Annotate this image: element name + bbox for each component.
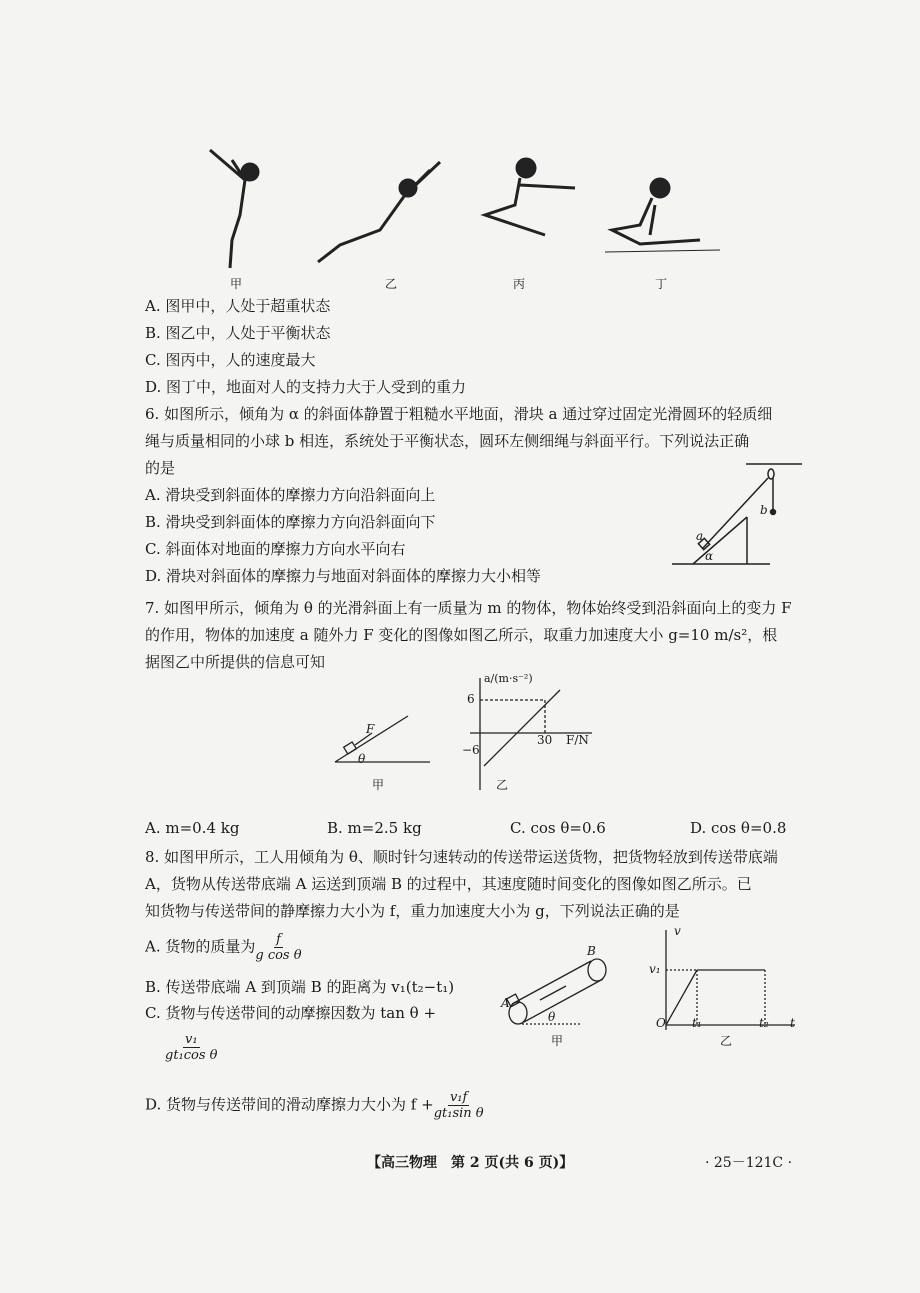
q7-stem-line3: 据图乙中所提供的信息可知 [145,653,326,671]
q7-ylabel: a/(m·s⁻²) [484,672,533,685]
q8-label-B: B [587,944,596,958]
fig5-label-yi: 乙 [385,277,398,291]
q5-option-c: C. 图丙中，人的速度最大 [145,351,316,369]
q7-option-a: A. m=0.4 kg [145,819,240,837]
denominator: gt₁cos θ [165,1048,218,1063]
q7-ytick-neg6: −6 [462,743,480,757]
q8-label-O: O [656,1016,666,1030]
q7-stem-line1: 7. 如图甲所示，倾角为 θ 的光滑斜面上有一质量为 m 的物体，物体始终受到沿斜面向上的变力 F [145,599,792,617]
q7-label-F: F [366,722,375,736]
q7-xtick-30: 30 [537,733,553,747]
q6-stem-line1: 6. 如图所示，倾角为 α 的斜面体静置于粗糙水平地面，滑块 a 通过穿过固定光滑圆环的轻质细 [145,405,773,423]
fig5-label-bing: 丙 [513,277,526,291]
q8-label-yi: 乙 [720,1034,733,1048]
fig5-label-ding: 丁 [655,277,668,291]
q7-stem-line2: 的作用，物体的加速度 a 随外力 F 变化的图像如图乙所示，取重力加速度大小 g=10 m/s²，根 [145,626,778,644]
q7-option-d: D. cos θ=0.8 [690,819,787,837]
q6-option-b: B. 滑块受到斜面体的摩擦力方向沿斜面向下 [145,513,436,531]
q7-label-theta: θ [358,752,366,766]
q8-option-d-text: D. 货物与传送带间的滑动摩擦力大小为 f + [145,1095,434,1114]
q8-label-A: A [501,996,510,1010]
q7-xlabel: F/N [566,733,589,747]
q7-ytick-6: 6 [467,692,475,706]
q5-option-a: A. 图甲中，人处于超重状态 [145,297,331,315]
q6-label-b: b [760,503,768,517]
footer-title: 【高三物理 第 2 页(共 6 页)】 [367,1155,574,1171]
numerator: v₁ [184,1032,198,1047]
q8-option-a-text: A. 货物的质量为 [145,937,256,956]
q6-option-d: D. 滑块对斜面体的摩擦力与地面对斜面体的摩擦力大小相等 [145,567,542,585]
q6-stem-line2: 绳与质量相同的小球 b 相连，系统处于平衡状态，圆环左侧细绳与斜面平行。下列说法正确 [145,432,750,450]
q5-option-b: B. 图乙中，人处于平衡状态 [145,324,331,342]
q8-label-jia: 甲 [551,1034,564,1048]
q6-label-a: a [696,529,704,543]
q7-option-c: C. cos θ=0.6 [510,819,606,837]
q8-stem-line1: 8. 如图甲所示，工人用倾角为 θ、顺时针匀速转动的传送带运送货物，把货物轻放到传送带底端 [145,848,778,866]
q8-label-v1: v₁ [649,962,661,976]
q8-option-c: C. 货物与传送带间的动摩擦因数为 tan θ + [145,1004,437,1022]
q8-stem-line2: A，货物从传送带底端 A 运送到顶端 B 的过程中，其速度随时间变化的图像如图乙所示。已 [145,875,752,893]
q6-option-c: C. 斜面体对地面的摩擦力方向水平向右 [145,540,406,558]
q7-option-b: B. m=2.5 kg [327,819,422,837]
numerator: f [276,932,281,947]
fig5-label-jia: 甲 [230,277,243,291]
q8-option-b: B. 传送带底端 A 到顶端 B 的距离为 v₁(t₂−t₁) [145,978,455,996]
q8-label-t1: t₁ [692,1016,702,1030]
q8-stem-line3: 知货物与传送带间的静摩擦力大小为 f，重力加速度大小为 g，下列说法正确的是 [145,902,680,920]
numerator: v₁f [449,1090,468,1105]
q8-label-t2: t₂ [759,1016,769,1030]
q6-stem-line3: 的是 [145,459,176,477]
q8-label-t: t [790,1016,795,1030]
q5-option-d: D. 图丁中，地面对人的支持力大于人受到的重力 [145,378,467,396]
q7-label-yi: 乙 [496,778,509,792]
q8-label-v: v [674,924,681,938]
q7-label-jia: 甲 [372,778,385,792]
q6-option-a: A. 滑块受到斜面体的摩擦力方向沿斜面向上 [145,486,436,504]
q8-label-theta: θ [548,1010,556,1024]
footer-code: · 25－121C · [705,1155,793,1171]
denominator: gt₁sin θ [433,1106,484,1121]
denominator: g cos θ [255,948,302,963]
q6-label-alpha: α [705,549,714,563]
